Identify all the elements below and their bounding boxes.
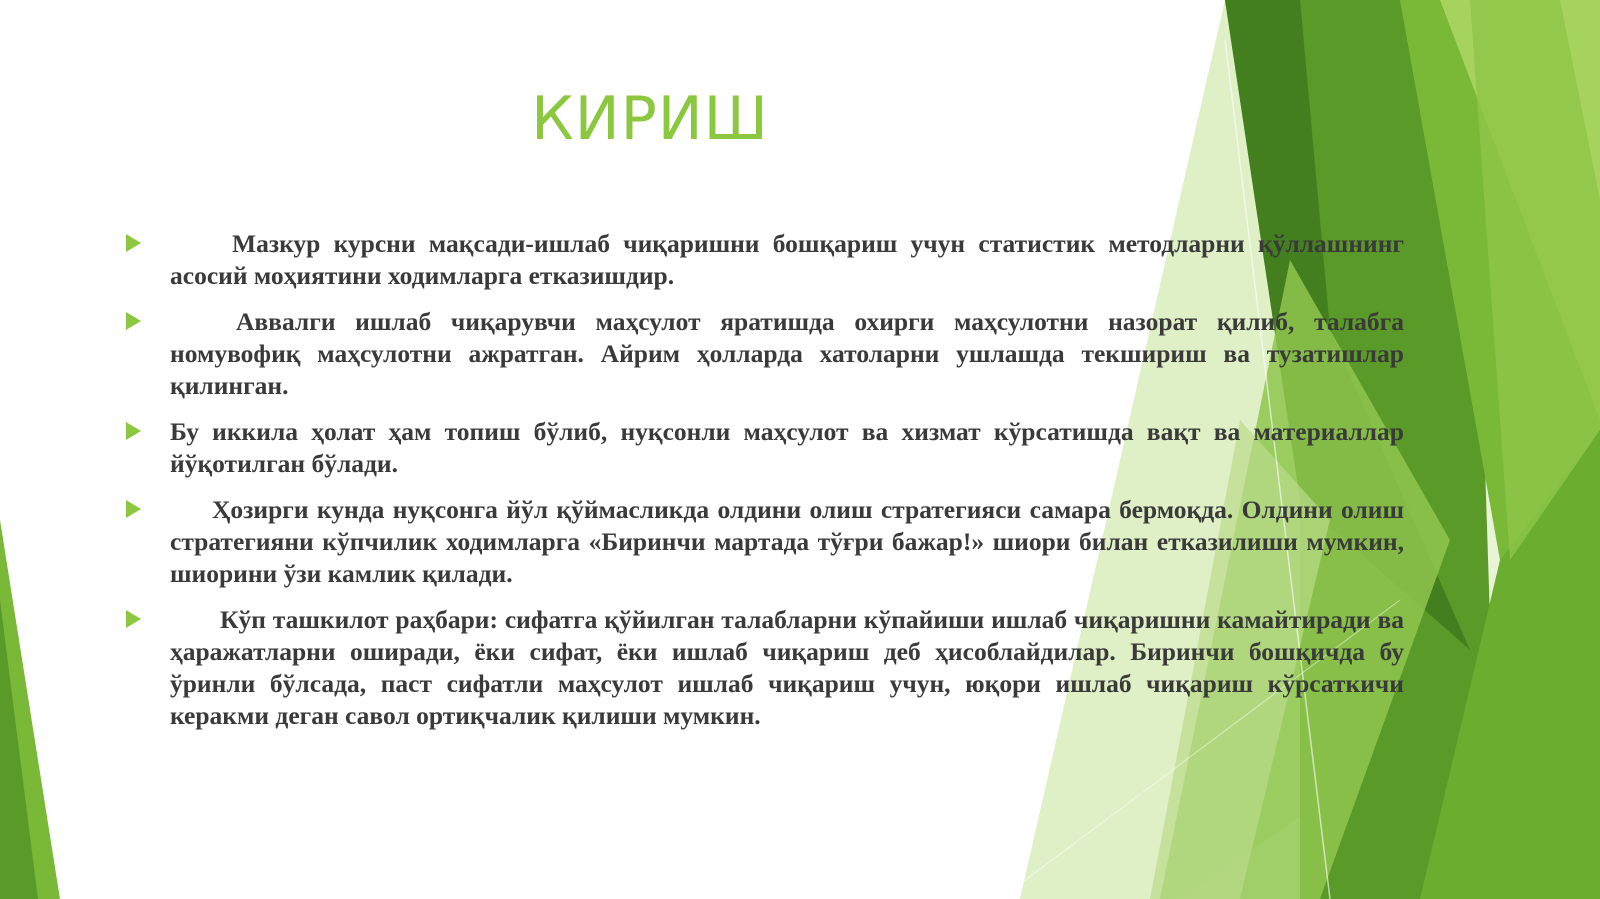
list-item	[124, 604, 1404, 732]
triangle-right-icon	[126, 312, 141, 330]
triangle-right-icon	[126, 610, 141, 628]
bullet-text: Аввалги ишлаб чиқарувчи маҳсулот яратишда охирги маҳсулотни назорат қилиб, талабга номувофиқ маҳсулотни ажратган. Айрим ҳолларда хатоларни ушлашда текшириш ва тузатишлар қилинган.	[170, 307, 1404, 400]
triangle-right-icon	[126, 422, 141, 440]
list-item	[124, 228, 1404, 292]
bullet-text: Кўп ташкилот раҳбари: сифатга қўйилган талабларни кўпайиши ишлаб чиқаришни камайтиради ва ҳаражатларни оширади, ёки сифат, ёки ишлаб чиқариш деб ҳисоблайдилар. Биринчи бошқичда бу ўринли бўлсада, паст сифатли маҳсулот ишлаб чиқариш учун, юқори ишлаб чиқариш кўрсаткичи керакми деган савол ортиқчалик қилиши мумкин.	[170, 605, 1404, 730]
list-item	[124, 416, 1404, 480]
slide-title: КИРИШ	[531, 84, 769, 154]
bullet-text: Бу иккила ҳолат ҳам топиш бўлиб, нуқсонли маҳсулот ва хизмат кўрсатишда вақт ва материаллар йўқотилган бўлади.	[170, 417, 1404, 478]
list-item	[124, 306, 1404, 402]
bullet-list	[124, 228, 1404, 746]
bullet-text: Мазкур курсни мақсади-ишлаб чиқаришни бошқариш учун статистик методларни қўллашнинг асосий моҳиятини ходимларга етказишдир.	[170, 229, 1404, 290]
triangle-right-icon	[126, 234, 141, 252]
bullet-text: Ҳозирги кунда нуқсонга йўл қўймасликда олдини олиш стратегияси самара бермоқда. Олдини олиш стратегияни кўпчилик ходимларга «Биринчи мартада тўғри бажар!» шиори билан етказилиши мумкин, шиорини ўзи камлик қилади.	[170, 495, 1404, 588]
list-item	[124, 494, 1404, 590]
triangle-right-icon	[126, 500, 141, 518]
